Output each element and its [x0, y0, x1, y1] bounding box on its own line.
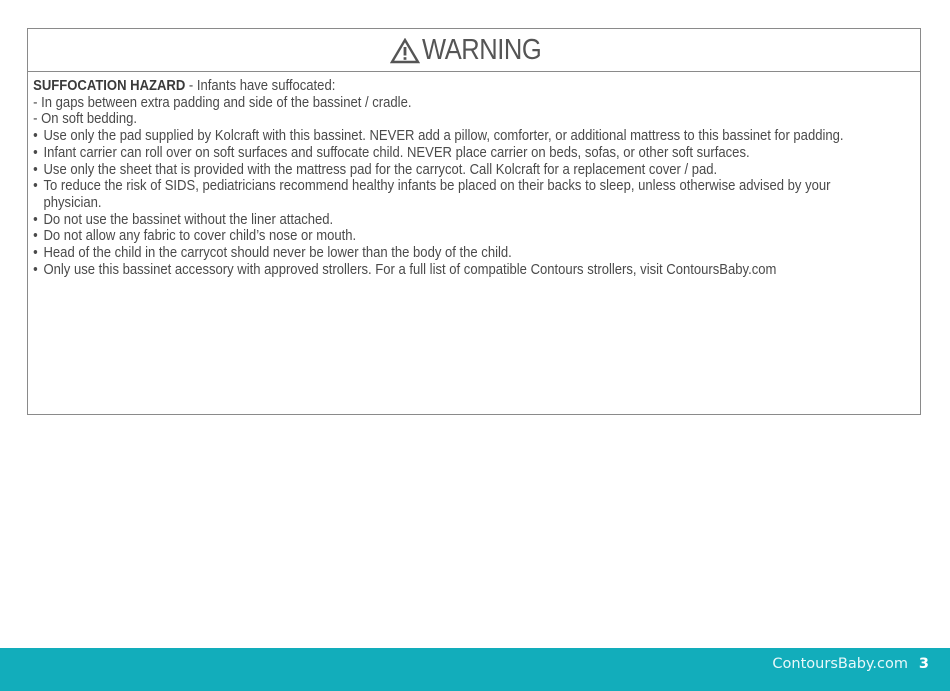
bullet-icon: •	[33, 244, 38, 262]
bullet-text: Infant carrier can roll over on soft surfaces and suffocate child. NEVER place carrier on beds, sofas, or other soft surfaces.	[43, 143, 750, 161]
warning-title: WARNING	[422, 33, 542, 66]
hazard-title: SUFFOCATION HAZARD	[33, 77, 186, 94]
footer-bar	[0, 648, 950, 691]
bullet-icon: •	[33, 127, 38, 145]
bullet-continuation: physician.	[43, 193, 102, 211]
bullet-text: Only use this bassinet accessory with approved strollers. For a full list of compatible Contours strollers, visit ContoursBaby.com	[43, 260, 777, 278]
bullet-icon: •	[33, 143, 38, 161]
warning-triangle-icon	[390, 38, 420, 64]
page-number: 3	[918, 656, 929, 672]
warning-header	[28, 29, 920, 72]
bullet-text: Do not allow any fabric to cover child’s nose or mouth.	[43, 227, 357, 245]
bullet-text: Use only the pad supplied by Kolcraft with this bassinet. NEVER add a pillow, comforter, or additional mattress to this bassinet for padding.	[43, 127, 844, 145]
bullet-text: To reduce the risk of SIDS, pediatricians recommend healthy infants be placed on their backs to sleep, unless otherwise advised by your	[43, 177, 831, 195]
warning-box	[27, 28, 921, 415]
bullet-item	[33, 245, 919, 262]
warning-body	[28, 72, 919, 278]
footer-site-link[interactable]: ContoursBaby.com	[772, 656, 908, 672]
bullet-item	[33, 178, 919, 195]
bullet-icon: •	[33, 160, 38, 178]
bullet-item	[33, 162, 919, 179]
bullet-item	[33, 228, 919, 245]
dash-item: - In gaps between extra padding and side of the bassinet / cradle.	[33, 93, 412, 111]
dash-item: - On soft bedding.	[33, 110, 137, 128]
bullet-icon: •	[33, 227, 38, 245]
bullet-item	[33, 212, 919, 229]
bullet-item	[33, 145, 919, 162]
bullet-icon: •	[33, 210, 38, 228]
bullet-text: Head of the child in the carrycot should never be lower than the body of the child.	[43, 244, 512, 262]
hazard-heading	[33, 78, 919, 95]
hazard-intro: - Infants have suffocated:	[185, 77, 336, 94]
bullet-text: Use only the sheet that is provided with the mattress pad for the carrycot. Call Kolcraft for a replacement cover / pad.	[43, 160, 718, 178]
bullet-icon: •	[33, 260, 38, 278]
bullet-item	[33, 128, 919, 145]
bullet-item	[33, 262, 919, 279]
bullet-icon: •	[33, 177, 38, 195]
bullet-text: Do not use the bassinet without the liner attached.	[43, 210, 334, 228]
